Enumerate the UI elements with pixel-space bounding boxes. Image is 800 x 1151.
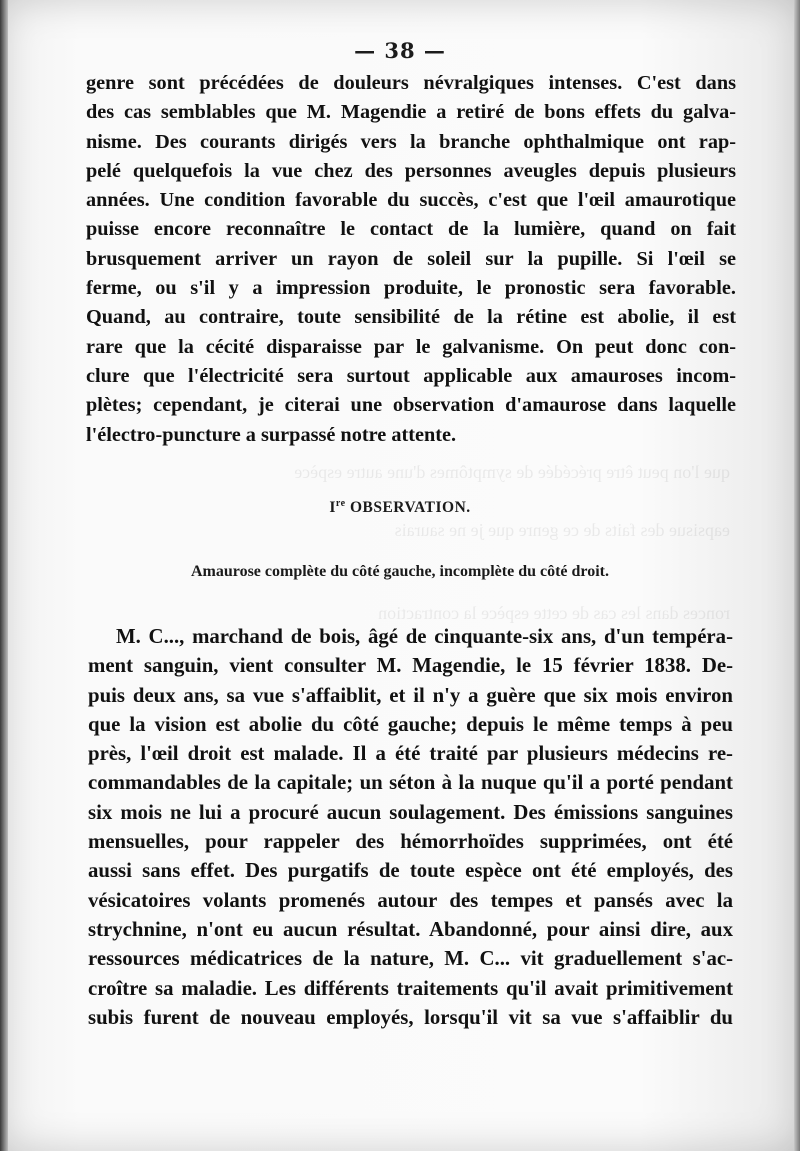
text-line: ressources médicatrices de la nature, M. C... vit graduellement s'ac- xyxy=(88,947,733,971)
observation-heading xyxy=(0,498,800,517)
text-line: nisme. Des courants dirigés vers la branche ophthalmique ont rap- xyxy=(86,130,736,153)
text-line: six mois ne lui a procuré aucun soulagement. Des émissions sanguines xyxy=(88,800,733,824)
show-through-text: que l'on peut être précédée de symptômes d'une autre espèce xyxy=(294,462,730,482)
text-line: M. C..., marchand de bois, âgé de cinquante-six ans, d'un tempéra- xyxy=(116,625,733,648)
text-line: ment sanguin, vient consulter M. Magendie, le 15 février 1838. De- xyxy=(88,654,733,678)
text-line: vésicatoires volants promenés autour des tempes et pansés avec la xyxy=(88,888,733,912)
text-line: rare que la cécité disparaisse par le galvanisme. On peut donc con- xyxy=(86,335,736,358)
text-line: commandables de la capitale; un séton à la nuque qu'il a porté pendant xyxy=(88,771,733,795)
text-line: genre sont précédées de douleurs névralgiques intenses. C'est dans xyxy=(86,72,736,94)
observation-superscript: re xyxy=(335,498,346,509)
observation-number: I xyxy=(329,499,336,517)
observation-subtitle: Amaurose complète du côté gauche, incomplète du côté droit. xyxy=(190,563,609,580)
text-line: puisse encore reconnaître le contact de la lumière, quand on fait xyxy=(86,218,736,241)
text-line: strychnine, n'ont eu aucun résultat. Abandonné, pour ainsi dire, aux xyxy=(88,917,733,941)
text-line: années. Une condition favorable du succès, c'est que l'œil amaurotique xyxy=(86,189,736,212)
text-line: que la vision est abolie du côté gauche; depuis le même temps à peu xyxy=(88,712,733,736)
text-line: subis furent de nouveau employés, lorsqu'il vit sa vue s'affaiblir du xyxy=(88,1005,733,1029)
paragraph-electricity xyxy=(86,69,736,450)
text-line: Quand, au contraire, toute sensibilité de la rétine est abolie, il est xyxy=(86,306,736,329)
text-line: croître sa maladie. Les différents traitements qu'il avait primitivement xyxy=(88,976,733,1000)
text-line: près, l'œil droit est malade. Il a été traité par plusieurs médecins re- xyxy=(88,742,733,766)
observation-label: OBSERVATION. xyxy=(349,499,471,517)
text-line: plètes; cependant, je citerai une observation d'amaurose dans laquelle xyxy=(86,394,736,417)
text-line: brusquement arriver un rayon de soleil sur la pupille. Si l'œil se xyxy=(86,247,736,270)
show-through-text: eapsisue des faits de ce genre que je ne saurais xyxy=(394,520,730,540)
paragraph-case xyxy=(88,622,733,1032)
text-line: l'électro-puncture a surpassé notre attente. xyxy=(86,423,457,446)
text-line: clure que l'électricité sera surtout applicable aux amauroses incom- xyxy=(86,364,736,387)
text-line: aussi sans effet. Des purgatifs de toute espèce ont été employés, des xyxy=(88,859,733,883)
text-line: pelé quelquefois la vue chez des personnes aveugles depuis plusieurs xyxy=(86,159,736,182)
text-line: des cas semblables que M. Magendie a retiré de bons effets du galva- xyxy=(86,101,736,124)
text-line: puis deux ans, sa vue s'affaiblit, et il n'y a guère que six mois environ xyxy=(88,683,733,707)
page-number: — 38 — xyxy=(354,38,446,63)
text-line: ferme, ou s'il y a impression produite, le pronostic sera favorable. xyxy=(86,277,736,300)
text-line: mensuelles, pour rappeler des hémorrhoïdes supprimées, ont été xyxy=(88,830,733,854)
show-through-text: ronces dans les cas de cette espèce la contraction xyxy=(378,603,730,623)
